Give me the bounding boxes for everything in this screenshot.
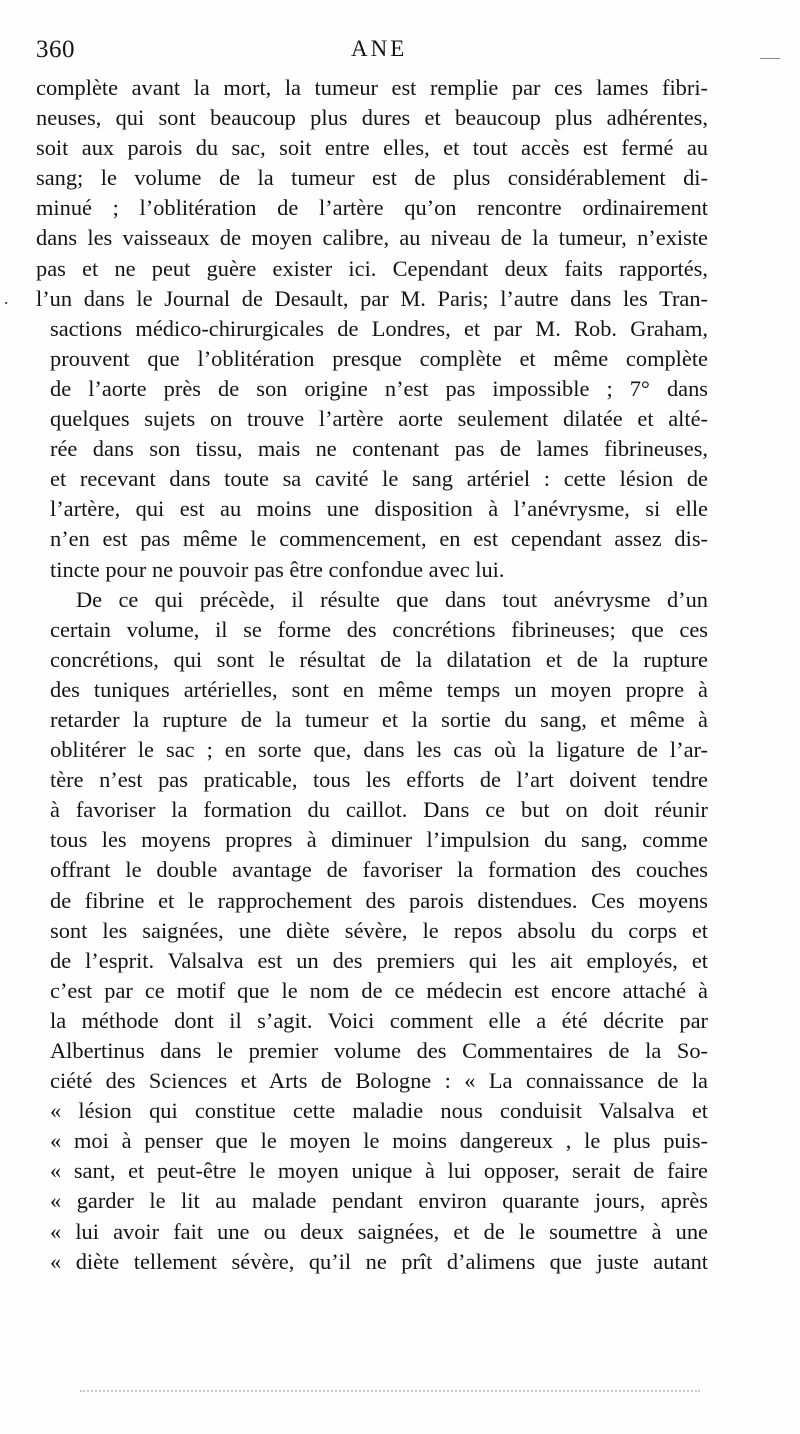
text-line: retarder la rupture de la tumeur et la sortie du sang, et même à [50,706,708,732]
text-line: tous les moyens propres à diminuer l’impulsion du sang, comme [50,827,708,853]
page-number: 360 [36,36,75,63]
text-line: à favoriser la formation du caillot. Dans ce but on doit réunir [50,797,708,823]
quote-line: « moi à penser que le moyen le moins dangereux , le plus puis- [50,1128,708,1154]
text-line: de l’aorte près de son origine n’est pas impossible ; 7° dans [50,375,708,401]
text-line: certain volume, il se forme des concrétions fibrineuses; que ces [50,616,708,642]
text-line: l’artère, qui est au moins une disposition à l’anévrysme, si elle [50,496,708,522]
text-line: tère n’est pas praticable, tous les efforts de l’art doivent tendre [50,767,708,793]
text-line: la méthode dont il s’agit. Voici comment elle a été décrite par [50,1007,708,1033]
text-line: sang; le volume de la tumeur est de plus considérablement di- [36,165,708,191]
quote-line: « garder le lit au malade pendant environ quarante jours, après [50,1188,708,1214]
text-line: n’en est pas même le commencement, en est cependant assez dis- [50,526,708,552]
text-line: complète avant la mort, la tumeur est remplie par ces lames fibri- [36,75,708,100]
quote-line: « lésion qui constitue cette maladie nous conduisit Valsalva et [50,1098,708,1124]
paragraph-first-line: De ce qui précède, il résulte que dans tout anévrysme d’un [76,586,708,612]
text-line: quelques sujets on trouve l’artère aorte seulement dilatée et alté- [50,406,708,432]
body-text [36,73,708,1277]
text-line: ciété des Sciences et Arts de Bologne : « La connaissance de la [50,1068,708,1094]
running-head: ANE [351,36,408,61]
text-line: dans les vaisseaux de moyen calibre, au niveau de la tumeur, n’existe [36,225,708,251]
text-line: neuses, qui sont beaucoup plus dures et beaucoup plus adhérentes, [36,105,708,131]
text-line: soit aux parois du sac, soit entre elles, et tout accès est fermé au [36,135,708,161]
quote-line: « diète tellement sévère, qu’il ne prît d’alimens que juste autant [50,1248,708,1274]
text-line: Albertinus dans le premier volume des Commentaires de la So- [50,1038,708,1063]
quote-line: « lui avoir fait une ou deux saignées, et de le soumettre à une [50,1218,708,1244]
text-line: l’un dans le Journal de Desault, par M. Paris; l’autre dans les Tran- [36,285,708,311]
margin-mark: . [4,288,9,308]
text-line: pas et ne peut guère exister ici. Cependant deux faits rapportés, [36,255,708,281]
text-line: des tuniques artérielles, sont en même temps un moyen propre à [50,676,708,702]
text-line: de l’esprit. Valsalva est un des premiers qui les ait employés, et [50,947,708,973]
text-line: offrant le double avantage de favoriser la formation des couches [50,857,708,883]
header-rule [760,58,780,59]
text-line: tincte pour ne pouvoir pas être confondue avec lui. [50,556,505,582]
text-line: oblitérer le sac ; en sorte que, dans les cas où la ligature de l’ar- [50,737,708,763]
quote-line: « sant, et peut-être le moyen unique à lui opposer, serait de faire [50,1158,708,1184]
text-line: de fibrine et le rapprochement des parois distendues. Ces moyens [50,887,708,913]
text-line: rée dans son tissu, mais ne contenant pas de lames fibrineuses, [50,436,708,462]
text-line: sactions médico-chirurgicales de Londres, et par M. Rob. Graham, [50,315,708,341]
text-line: et recevant dans toute sa cavité le sang artériel : cette lésion de [50,466,708,492]
text-line: sont les saignées, une diète sévère, le repos absolu du corps et [50,917,708,943]
page-header [36,36,740,68]
text-line: prouvent que l’oblitération presque complète et même complète [50,345,708,371]
text-line: c’est par ce motif que le nom de ce médecin est encore attaché à [50,977,708,1003]
text-line: concrétions, qui sont le résultat de la dilatation et de la rupture [50,646,708,672]
text-line: minué ; l’oblitération de l’artère qu’on rencontre ordinairement [36,195,708,221]
page-bottom-speckle [80,1390,700,1398]
